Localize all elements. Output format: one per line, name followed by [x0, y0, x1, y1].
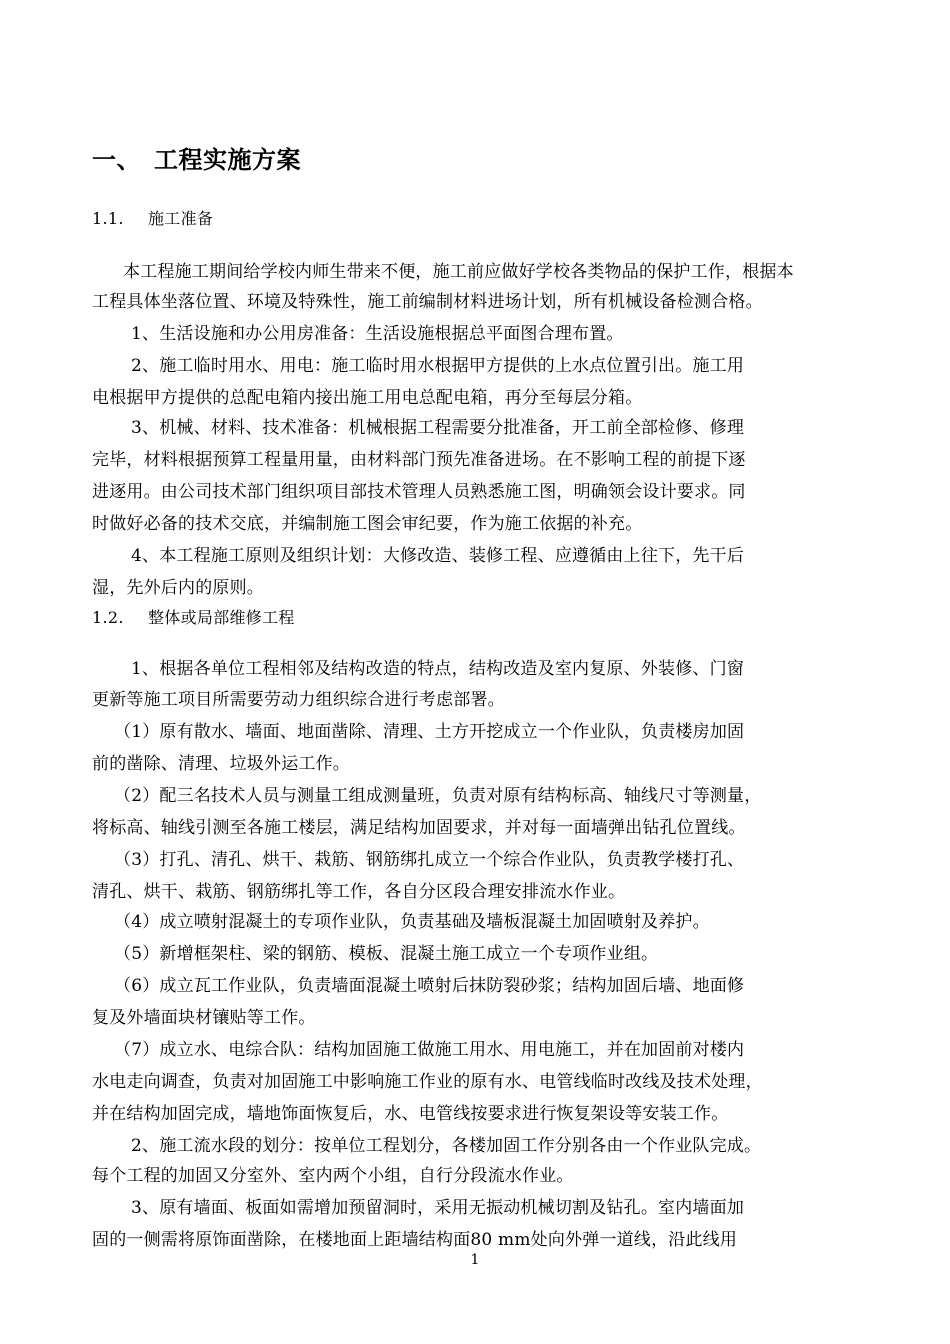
paragraph-line: （7）成立水、电综合队：结构加固施工做施工用水、用电施工，并在加固前对楼内 [114, 1040, 745, 1060]
paragraph-line: 固的一侧需将原饰面凿除，在楼地面上距墙结构面80 mm处向外弹一道线，沿此线用 [92, 1230, 738, 1250]
section-number: 1.1. [92, 209, 124, 228]
paragraph-line: 湿，先外后内的原则。 [92, 578, 264, 598]
paragraph-line: 前的凿除、清理、垃圾外运工作。 [92, 754, 350, 774]
paragraph-line: （3）打孔、清孔、烘干、栽筋、钢筋绑扎成立一个综合作业队，负责教学楼打孔、 [114, 850, 745, 870]
paragraph-line: （1）原有散水、墙面、地面凿除、清理、土方开挖成立一个作业队，负责楼房加固 [114, 722, 745, 742]
page-number: 1 [470, 1252, 480, 1268]
section-title: 施工准备 [148, 209, 214, 228]
paragraph-line: 时做好必备的技术交底，并编制施工图会审纪要，作为施工依据的补充。 [92, 514, 643, 534]
paragraph-line: 2、施工流水段的划分：按单位工程划分，各楼加固工作分别各由一个作业队完成。 [131, 1136, 762, 1156]
section-heading-1-2 [92, 605, 295, 628]
paragraph-line: 完毕，材料根据预算工程量用量，由材料部门预先准备进场。在不影响工程的前提下逐 [92, 450, 746, 470]
paragraph-line: 清孔、烘干、栽筋、钢筋绑扎等工作，各自分区段合理安排流水作业。 [92, 882, 626, 902]
paragraph-line: 3、机械、材料、技术准备：机械根据工程需要分批准备，开工前全部检修、修理 [131, 418, 745, 438]
paragraph-line: 工程具体坐落位置、环境及特殊性，施工前编制材料进场计划，所有机械设备检测合格。 [92, 292, 763, 312]
chapter-number: 一、 [92, 146, 141, 174]
paragraph-line: 复及外墙面块材镶贴等工作。 [92, 1008, 316, 1028]
paragraph-line: 2、施工临时用水、用电：施工临时用水根据甲方提供的上水点位置引出。施工用 [131, 356, 745, 376]
chapter-title: 工程实施方案 [154, 146, 301, 174]
paragraph-line: 将标高、轴线引测至各施工楼层，满足结构加固要求，并对每一面墙弹出钻孔位置线。 [92, 818, 746, 838]
paragraph-line: （6）成立瓦工作业队，负责墙面混凝土喷射后抹防裂砂浆；结构加固后墙、地面修 [114, 976, 745, 996]
chapter-heading [92, 140, 301, 175]
paragraph-line: 并在结构加固完成，墙地饰面恢复后，水、电管线按要求进行恢复架设等安装工作。 [92, 1104, 729, 1124]
section-number: 1.2. [92, 608, 124, 627]
paragraph-line: 1、生活设施和办公用房准备：生活设施根据总平面图合理布置。 [131, 324, 624, 344]
paragraph-line: 4、本工程施工原则及组织计划：大修改造、装修工程、应遵循由上往下，先干后 [131, 546, 745, 566]
paragraph-line: 1、根据各单位工程相邻及结构改造的特点，结构改造及室内复原、外装修、门窗 [131, 659, 745, 679]
paragraph-line: 进逐用。由公司技术部门组织项目部技术管理人员熟悉施工图，明确领会设计要求。同 [92, 482, 746, 502]
section-heading-1-1 [92, 206, 213, 229]
section-title: 整体或局部维修工程 [148, 608, 295, 627]
paragraph-line: 本工程施工期间给学校内师生带来不便，施工前应做好学校各类物品的保护工作，根据本 [123, 262, 794, 282]
paragraph-line: （5）新增框架柱、梁的钢筋、模板、混凝土施工成立一个专项作业组。 [114, 944, 659, 964]
paragraph-line: 3、原有墙面、板面如需增加预留洞时，采用无振动机械切割及钻孔。室内墙面加 [131, 1198, 745, 1218]
paragraph-line: 电根据甲方提供的总配电箱内接出施工用电总配电箱，再分至每层分箱。 [92, 388, 643, 408]
paragraph-line: 每个工程的加固又分室外、室内两个小组，自行分段流水作业。 [92, 1166, 574, 1186]
paragraph-line: （2）配三名技术人员与测量工组成测量班，负责对原有结构标高、轴线尺寸等测量， [114, 786, 762, 806]
paragraph-line: 更新等施工项目所需要劳动力组织综合进行考虑部署。 [92, 690, 505, 710]
paragraph-line: 水电走向调查，负责对加固施工中影响施工作业的原有水、电管线临时改线及技术处理， [92, 1072, 763, 1092]
paragraph-line: （4）成立喷射混凝土的专项作业队，负责基础及墙板混凝土加固喷射及养护。 [114, 912, 710, 932]
